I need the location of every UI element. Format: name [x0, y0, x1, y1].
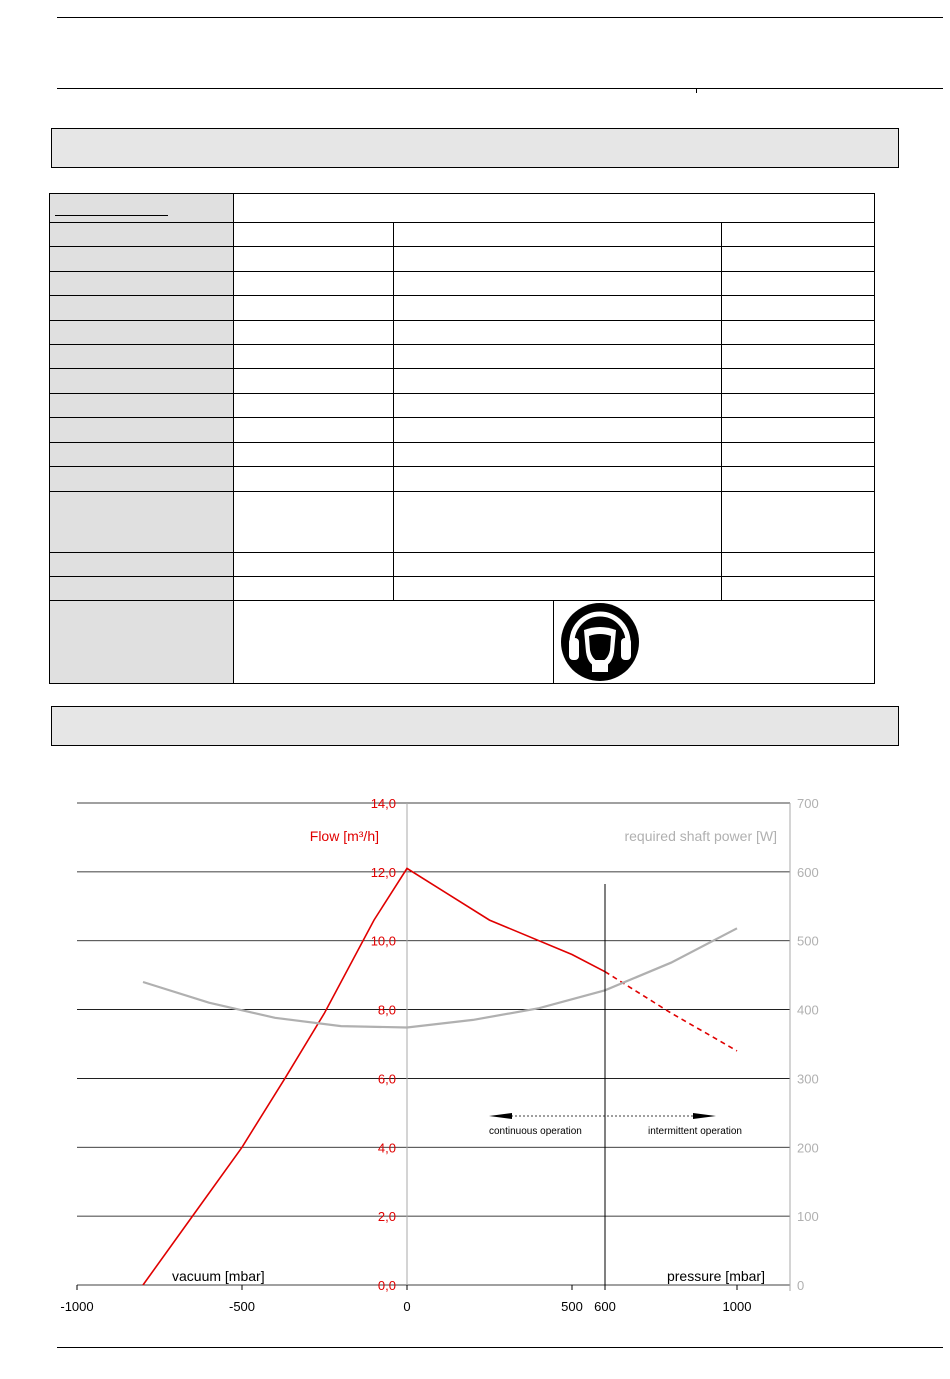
- y-right-tick-label: 200: [797, 1140, 819, 1156]
- table-cell: [50, 194, 234, 223]
- table-row: [50, 492, 875, 553]
- x-tick-label: 0: [403, 1299, 411, 1314]
- hearing-protection-icon: [558, 600, 642, 684]
- table-row: [50, 467, 875, 492]
- flow-axis-label: Flow [m³/h]: [309, 828, 379, 844]
- table-row: [50, 601, 875, 684]
- vacuum-axis-label: vacuum [mbar]: [172, 1268, 265, 1284]
- header-tick: [696, 88, 697, 93]
- pressure-axis-label: pressure [mbar]: [666, 1268, 765, 1284]
- table-row: [50, 369, 875, 394]
- table-row: [50, 194, 875, 223]
- table-cell-icon: [554, 601, 875, 684]
- y-right-tick-label: 700: [797, 796, 819, 811]
- y-right-tick-label: 100: [797, 1209, 819, 1225]
- table-row: [50, 223, 875, 247]
- flow-series-line: [605, 972, 737, 1051]
- continuous-operation-label: continuous operation: [489, 1126, 582, 1137]
- section-header-performance: [51, 706, 899, 746]
- y-right-tick-label: 300: [797, 1071, 819, 1087]
- table-row: [50, 247, 875, 272]
- performance-chart: [0, 790, 950, 1350]
- shaft-power-series-line: [143, 928, 737, 1027]
- y-left-tick-label: 12,0: [370, 864, 396, 880]
- table-row: [50, 345, 875, 369]
- table-cell: [234, 194, 875, 223]
- y-right-tick-label: 0: [797, 1278, 805, 1293]
- arrow-left-head: [489, 1113, 512, 1119]
- table-cell: [50, 601, 234, 684]
- arrow-right-head: [693, 1113, 716, 1119]
- table-row: [50, 553, 875, 577]
- y-left-tick-label: 10,0: [370, 933, 396, 949]
- y-left-tick-label: 6,0: [377, 1071, 396, 1087]
- table-row: [50, 321, 875, 345]
- table-row: [50, 394, 875, 418]
- y-right-tick-label: 400: [797, 1002, 819, 1018]
- table-row: [50, 443, 875, 467]
- flow-series-line: [143, 868, 605, 1285]
- section-header-specifications: [51, 128, 899, 168]
- y-right-tick-label: 500: [797, 933, 819, 949]
- footer-rule: [57, 1347, 943, 1348]
- x-tick-label: 1000: [722, 1299, 752, 1314]
- specification-table: [49, 193, 875, 684]
- table-heading-underline: [55, 215, 168, 216]
- intermittent-operation-label: intermittent operation: [648, 1126, 742, 1137]
- table-row: [50, 272, 875, 296]
- table-cell: [234, 601, 554, 684]
- x-tick-label: 600: [594, 1299, 616, 1314]
- shaft-power-axis-label: required shaft power [W]: [624, 828, 777, 844]
- header-bottom-rule: [57, 88, 943, 89]
- header-top-rule: [57, 17, 943, 18]
- table-row: [50, 418, 875, 443]
- table-row: [50, 296, 875, 321]
- y-left-tick-label: 14,0: [370, 796, 396, 811]
- y-right-tick-label: 600: [797, 864, 819, 880]
- y-left-tick-label: 0,0: [377, 1278, 396, 1293]
- x-tick-label: -500: [228, 1299, 256, 1314]
- y-left-tick-label: 2,0: [377, 1209, 396, 1225]
- y-left-tick-label: 8,0: [377, 1002, 396, 1018]
- x-tick-label: -1000: [60, 1299, 94, 1314]
- y-left-tick-label: 4,0: [377, 1140, 396, 1156]
- table-row: [50, 577, 875, 601]
- x-tick-label: 500: [561, 1299, 583, 1314]
